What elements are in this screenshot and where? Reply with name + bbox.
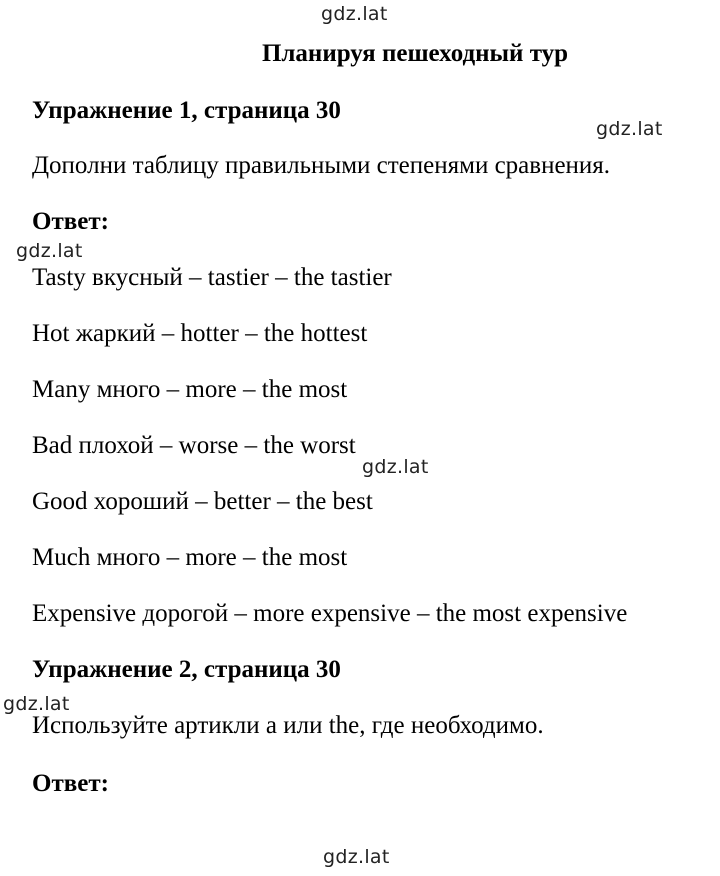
watermark-bottom: gdz.lat xyxy=(323,846,390,868)
watermark-left: gdz.lat xyxy=(16,240,83,262)
exercise-2-answer-label: Ответ: xyxy=(32,770,109,797)
exercise-2-heading: Упражнение 2, страница 30 xyxy=(32,656,341,683)
page-title: Планируя пешеходный тур xyxy=(261,40,569,67)
exercise-1-task: Дополни таблицу правильными степенями сравнения. xyxy=(32,152,611,179)
watermark-middle: gdz.lat xyxy=(362,456,429,478)
answer-line-3: Many много – more – the most xyxy=(32,376,348,403)
watermark-right: gdz.lat xyxy=(596,118,663,140)
watermark-top: gdz.lat xyxy=(321,3,388,25)
exercise-2-task: Используйте артикли a или the, где необходимо. xyxy=(32,712,544,739)
answer-line-7: Expensive дорогой – more expensive – the most expensive xyxy=(32,600,628,627)
answer-line-4: Bad плохой – worse – the worst xyxy=(32,432,356,459)
exercise-1-heading: Упражнение 1, страница 30 xyxy=(32,97,341,124)
answer-line-1: Tasty вкусный – tastier – the tastier xyxy=(32,264,392,291)
answer-line-6: Much много – more – the most xyxy=(32,544,348,571)
answer-line-5: Good хороший – better – the best xyxy=(32,488,373,515)
exercise-1-answer-label: Ответ: xyxy=(32,208,109,235)
answer-line-2: Hot жаркий – hotter – the hottest xyxy=(32,320,368,347)
watermark-left-lower: gdz.lat xyxy=(3,693,70,715)
